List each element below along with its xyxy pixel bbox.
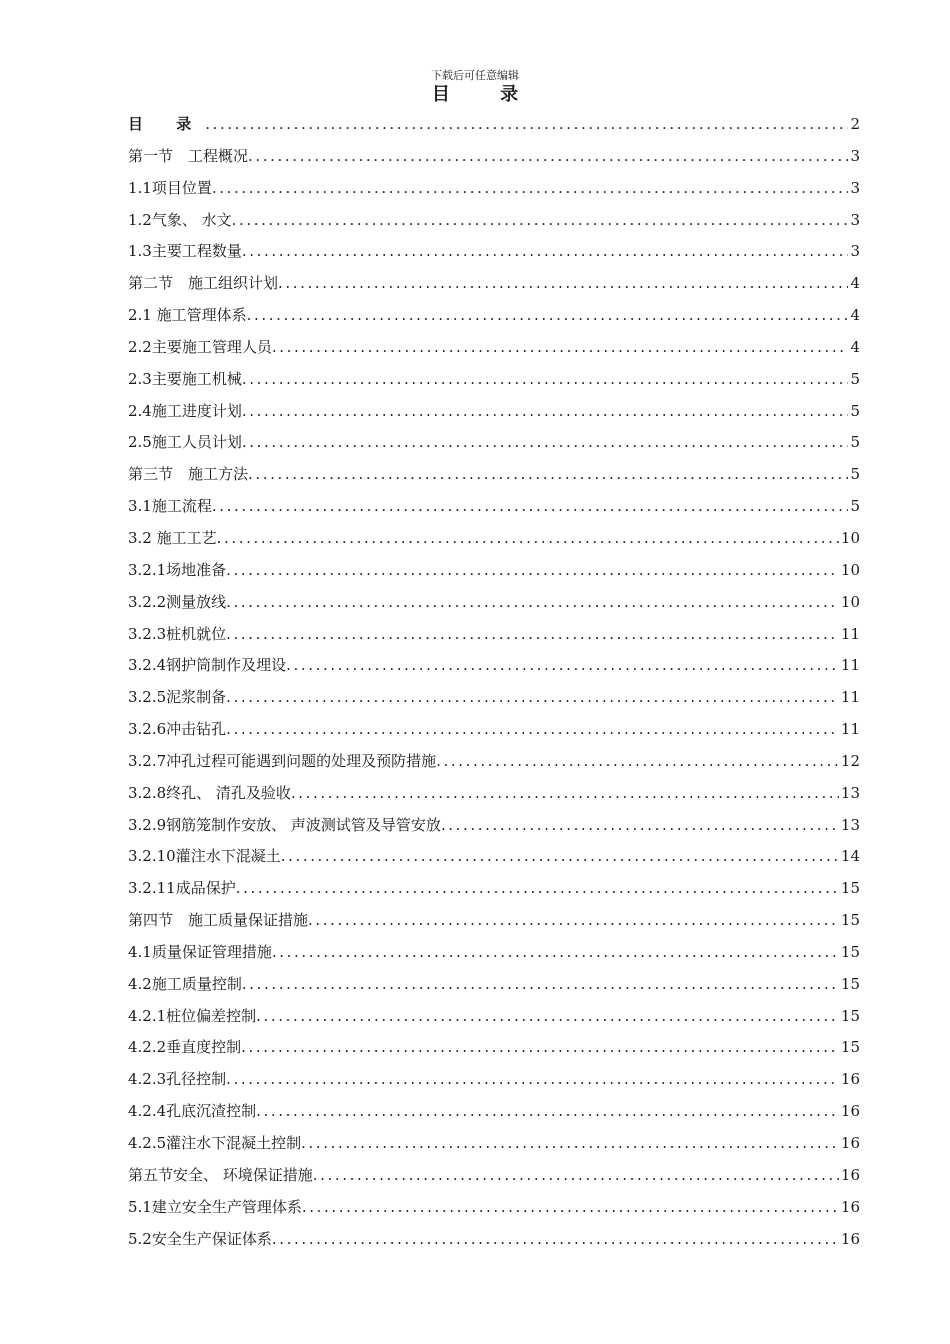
- toc-entry[interactable]: [128, 587, 860, 619]
- toc-entry-label: 目 录: [128, 115, 206, 133]
- toc-dot-leader: [301, 1128, 839, 1160]
- toc-entry[interactable]: [128, 1001, 860, 1033]
- toc-entry-page-number: 4: [850, 306, 860, 325]
- toc-entry[interactable]: [128, 205, 860, 237]
- toc-entry[interactable]: [128, 141, 860, 173]
- toc-entry-label: 2.2主要施工管理人员: [128, 337, 272, 356]
- toc-entry-label: 第二节 施工组织计划: [128, 274, 279, 293]
- toc-dot-leader: [212, 491, 849, 523]
- toc-dot-leader: [242, 427, 849, 459]
- toc-dot-leader: [291, 778, 839, 810]
- toc-dot-leader: [226, 1064, 839, 1096]
- toc-entry-label: 3.2.2测量放线: [128, 592, 227, 611]
- toc-entry[interactable]: [128, 778, 860, 810]
- toc-dot-leader: [272, 1224, 839, 1256]
- toc-entry-page-number: 16: [840, 1134, 860, 1152]
- toc-entry[interactable]: [128, 173, 860, 205]
- toc-entry-label: 3.2.5泥浆制备: [128, 688, 227, 707]
- toc-entry-page-number: 10: [840, 592, 860, 611]
- toc-entry-label: 第四节 施工质量保证措施: [128, 911, 309, 930]
- toc-dot-leader: [441, 810, 839, 842]
- toc-entry-page-number: 10: [840, 528, 860, 547]
- toc-entry[interactable]: [128, 1224, 860, 1256]
- toc-entry-label: 2.1 施工管理体系: [128, 306, 247, 325]
- toc-entry-label: 3.1施工流程: [128, 497, 212, 516]
- toc-entry-page-number: 15: [840, 911, 860, 930]
- toc-entry-page-number: 15: [840, 1038, 860, 1057]
- toc-dot-leader: [242, 364, 849, 396]
- toc-entry-label: 1.2气象、 水文: [128, 210, 232, 229]
- toc-entry[interactable]: [128, 682, 860, 714]
- toc-entry-page-number: 2: [850, 115, 860, 133]
- toc-entry[interactable]: [128, 650, 860, 682]
- toc-dot-leader: [226, 587, 839, 619]
- toc-dot-leader: [232, 205, 849, 237]
- toc-entry-page-number: 16: [840, 1102, 860, 1121]
- toc-entry-page-number: 3: [850, 146, 860, 165]
- toc-dot-leader: [242, 236, 849, 268]
- toc-entry-page-number: 5: [850, 401, 860, 420]
- toc-entry-label: 4.2.3孔径控制: [128, 1070, 227, 1089]
- toc-dot-leader: [256, 1001, 839, 1033]
- toc-entry-label: 2.4施工进度计划: [128, 401, 242, 420]
- toc-entry[interactable]: [128, 236, 860, 268]
- toc-entry-label: 1.3主要工程数量: [128, 242, 242, 261]
- toc-entry-label: 3.2.11成品保护: [128, 879, 236, 898]
- toc-entry-page-number: 15: [840, 879, 860, 898]
- toc-entry[interactable]: [128, 427, 860, 459]
- toc-entry[interactable]: [128, 523, 860, 555]
- toc-entry-label: 第三节 施工方法: [128, 465, 249, 484]
- toc-entry[interactable]: [128, 459, 860, 491]
- toc-entry-label: 3.2.9钢筋笼制作安放、 声波测试管及导管安放: [128, 815, 441, 834]
- toc-dot-leader: [241, 1032, 839, 1064]
- toc-dot-leader: [272, 937, 839, 969]
- toc-entry[interactable]: [128, 841, 860, 873]
- document-title: 目 录: [431, 84, 541, 105]
- toc-entry-page-number: 4: [850, 274, 860, 293]
- toc-dot-leader: [281, 841, 839, 873]
- toc-entry[interactable]: [128, 491, 860, 523]
- toc-entry-page-number: 3: [850, 210, 860, 229]
- toc-entry-page-number: 16: [840, 1165, 860, 1184]
- toc-entry-label: 3.2.1场地准备: [128, 560, 227, 579]
- toc-entry-label: 4.2.1桩位偏差控制: [128, 1006, 257, 1025]
- toc-dot-leader: [226, 555, 839, 587]
- toc-entry-page-number: 5: [850, 369, 860, 388]
- toc-entry-page-number: 5: [850, 497, 860, 516]
- toc-entry-page-number: 12: [840, 751, 860, 770]
- toc-entry-page-number: 13: [840, 815, 860, 834]
- toc-entry-label: 第一节 工程概况: [128, 146, 249, 165]
- toc-entry-label: 4.2施工质量控制: [128, 974, 242, 993]
- toc-dot-leader: [286, 650, 839, 682]
- toc-entry-label: 5.1建立安全生产管理体系: [128, 1197, 302, 1216]
- toc-dot-leader: [302, 1192, 839, 1224]
- toc-dot-leader: [313, 1160, 839, 1192]
- toc-entry-label: 第五节安全、 环境保证措施: [128, 1165, 313, 1184]
- toc-entry-label: 2.3主要施工机械: [128, 369, 242, 388]
- toc-entry-page-number: 15: [840, 1006, 860, 1025]
- toc-entry[interactable]: [128, 746, 860, 778]
- toc-entry[interactable]: [128, 1096, 860, 1128]
- toc-entry-label: 3.2.3桩机就位: [128, 624, 227, 643]
- toc-entry-page-number: 3: [850, 178, 860, 197]
- toc-entry[interactable]: [128, 714, 860, 746]
- toc-entry[interactable]: [128, 396, 860, 428]
- toc-entry-page-number: 5: [850, 433, 860, 452]
- toc-entry[interactable]: [128, 1032, 860, 1064]
- toc-entry[interactable]: [128, 109, 860, 141]
- toc-entry-label: 5.2安全生产保证体系: [128, 1229, 272, 1248]
- toc-entry[interactable]: [128, 969, 860, 1001]
- toc-entry-page-number: 3: [850, 242, 860, 261]
- toc-entry[interactable]: [128, 905, 860, 937]
- toc-entry-label: 3.2.6冲击钻孔: [128, 720, 227, 739]
- toc-entry[interactable]: [128, 300, 860, 332]
- toc-entry[interactable]: [128, 1160, 860, 1192]
- toc-dot-leader: [226, 682, 839, 714]
- toc-dot-leader: [256, 1096, 839, 1128]
- toc-dot-leader: [248, 459, 848, 491]
- toc-entry[interactable]: [128, 268, 860, 300]
- toc-entry-label: 3.2.10灌注水下混凝土: [128, 847, 281, 866]
- header-note: 下载后可任意编辑: [431, 69, 519, 82]
- toc-entry[interactable]: [128, 1192, 860, 1224]
- toc-entry-label: 3.2.8终孔、 清孔及验收: [128, 783, 291, 802]
- toc-entry-label: 3.2 施工工艺: [128, 528, 217, 547]
- toc-entry-page-number: 16: [840, 1229, 860, 1248]
- toc-dot-leader: [217, 523, 839, 555]
- toc-entry-page-number: 11: [840, 720, 860, 739]
- toc-entry-page-number: 14: [840, 847, 860, 866]
- toc-dot-leader: [242, 969, 839, 1001]
- toc-entry-label: 4.2.4孔底沉渣控制: [128, 1102, 257, 1121]
- toc-entry[interactable]: [128, 873, 860, 905]
- toc-entry-page-number: 11: [840, 656, 860, 675]
- toc-dot-leader: [205, 109, 848, 141]
- toc-entry-label: 4.2.2垂直度控制: [128, 1038, 242, 1057]
- toc-entry-page-number: 13: [840, 783, 860, 802]
- toc-entry[interactable]: [128, 332, 860, 364]
- toc-entry-page-number: 10: [840, 560, 860, 579]
- toc-dot-leader: [236, 873, 839, 905]
- toc-entry-page-number: 16: [840, 1070, 860, 1089]
- toc-dot-leader: [226, 619, 839, 651]
- toc-dot-leader: [248, 141, 848, 173]
- toc-dot-leader: [242, 396, 849, 428]
- toc-entry-page-number: 15: [840, 942, 860, 961]
- toc-entry-page-number: 15: [840, 974, 860, 993]
- toc-entry-label: 2.5施工人员计划: [128, 433, 242, 452]
- toc-dot-leader: [226, 714, 839, 746]
- toc-dot-leader: [247, 300, 849, 332]
- toc-entry[interactable]: [128, 619, 860, 651]
- toc-entry-label: 4.2.5灌注水下混凝土控制: [128, 1134, 302, 1152]
- toc-entry[interactable]: [128, 555, 860, 587]
- toc-entry[interactable]: [128, 810, 860, 842]
- toc-entry[interactable]: [128, 364, 860, 396]
- toc-entry[interactable]: [128, 937, 860, 969]
- toc-entry[interactable]: [128, 1064, 860, 1096]
- toc-entry-page-number: 16: [840, 1197, 860, 1216]
- toc-dot-leader: [278, 268, 848, 300]
- toc-entry-label: 4.1质量保证管理措施: [128, 942, 272, 961]
- toc-entry-label: 3.2.7冲孔过程可能遇到问题的处理及预防措施: [128, 751, 437, 770]
- toc-dot-leader: [436, 746, 839, 778]
- toc-entry-page-number: 4: [850, 337, 860, 356]
- toc-dot-leader: [272, 332, 849, 364]
- toc-entry-page-number: 5: [850, 465, 860, 484]
- toc-entry-page-number: 11: [840, 688, 860, 707]
- toc-dot-leader: [212, 173, 849, 205]
- toc-entry-page-number: 11: [840, 624, 860, 643]
- toc-dot-leader: [308, 905, 839, 937]
- toc-entry-label: 1.1项目位置: [128, 178, 212, 197]
- table-of-contents: [128, 109, 860, 1255]
- toc-entry[interactable]: [128, 1128, 860, 1160]
- toc-entry-label: 3.2.4钢护筒制作及埋设: [128, 656, 287, 675]
